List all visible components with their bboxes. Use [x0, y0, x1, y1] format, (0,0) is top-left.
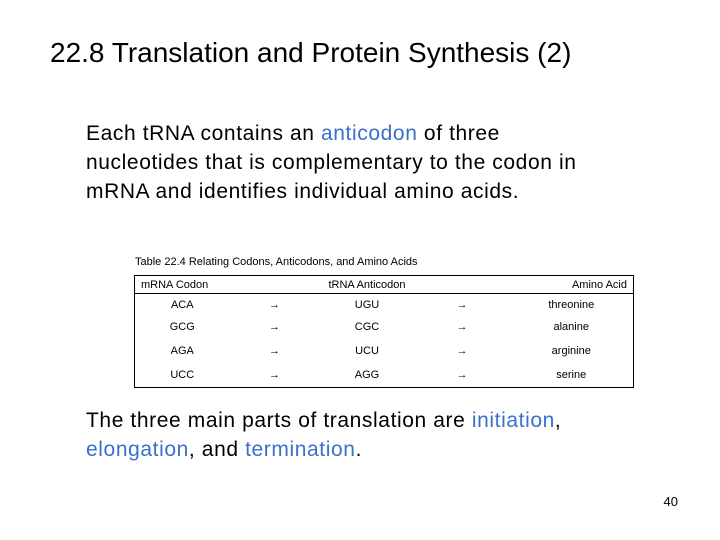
amino-acid-cell: threonine	[548, 298, 595, 311]
arrow-icon: →	[456, 298, 468, 311]
intro-line-1-text-a: Each tRNA contains an	[86, 122, 321, 145]
intro-line-1-text-b: of three	[417, 122, 500, 145]
table-row	[135, 294, 634, 316]
summary-line-1-text-b: ,	[554, 409, 562, 432]
arrow-icon: →	[456, 321, 468, 333]
amino-acid-cell: alanine	[553, 321, 589, 333]
anticodon-cell: UGU	[354, 298, 380, 311]
header-trna-anticodon: tRNA Anticodon	[320, 276, 415, 294]
term-anticodon: anticodon	[321, 122, 418, 145]
header-amino-acid: Amino Acid	[510, 276, 634, 294]
table-row	[135, 339, 634, 363]
arrow-icon: →	[269, 321, 280, 333]
summary-line-1-text-a: The three main parts of translation are	[86, 409, 472, 432]
arrow-icon: →	[456, 369, 468, 381]
codon-cell: GCG	[169, 321, 195, 333]
arrow-icon: →	[269, 298, 280, 311]
header-spacer-1	[230, 276, 320, 294]
slide-title: 22.8 Translation and Protein Synthesis (2)	[50, 37, 572, 68]
term-termination: termination	[245, 438, 356, 461]
amino-acid-cell: arginine	[551, 345, 591, 357]
header-spacer-2	[415, 276, 510, 294]
table-row	[135, 363, 634, 388]
intro-line-1	[86, 119, 577, 148]
codon-cell: ACA	[170, 298, 194, 311]
summary-line-1	[86, 406, 561, 435]
anticodon-cell: CGC	[354, 321, 380, 333]
codon-cell: UCC	[170, 369, 195, 381]
table-header-row	[135, 276, 634, 294]
page-number: 40	[663, 494, 678, 509]
arrow-icon: →	[456, 345, 468, 357]
intro-line-2: nucleotides that is complementary to the codon in	[86, 151, 577, 174]
anticodon-cell: UCU	[355, 345, 379, 357]
table-caption: Table 22.4 Relating Codons, Anticodons, and Amino Acids	[135, 256, 418, 268]
codon-table	[134, 275, 634, 388]
term-initiation: initiation	[471, 409, 555, 432]
arrow-icon: →	[269, 369, 280, 381]
summary-line-2	[86, 435, 561, 464]
codon-cell: AGA	[170, 345, 194, 357]
intro-paragraph	[86, 119, 577, 206]
arrow-icon: →	[269, 345, 280, 357]
summary-line-2-text-b: .	[355, 438, 362, 461]
summary-paragraph	[86, 406, 561, 464]
anticodon-cell: AGG	[354, 369, 380, 381]
header-mrna-codon: mRNA Codon	[135, 276, 230, 294]
amino-acid-cell: serine	[556, 369, 587, 381]
table-row	[135, 315, 634, 339]
summary-line-2-text-a: , and	[188, 438, 246, 461]
term-elongation: elongation	[86, 438, 189, 461]
intro-line-3: mRNA and identifies individual amino acids.	[86, 180, 520, 203]
